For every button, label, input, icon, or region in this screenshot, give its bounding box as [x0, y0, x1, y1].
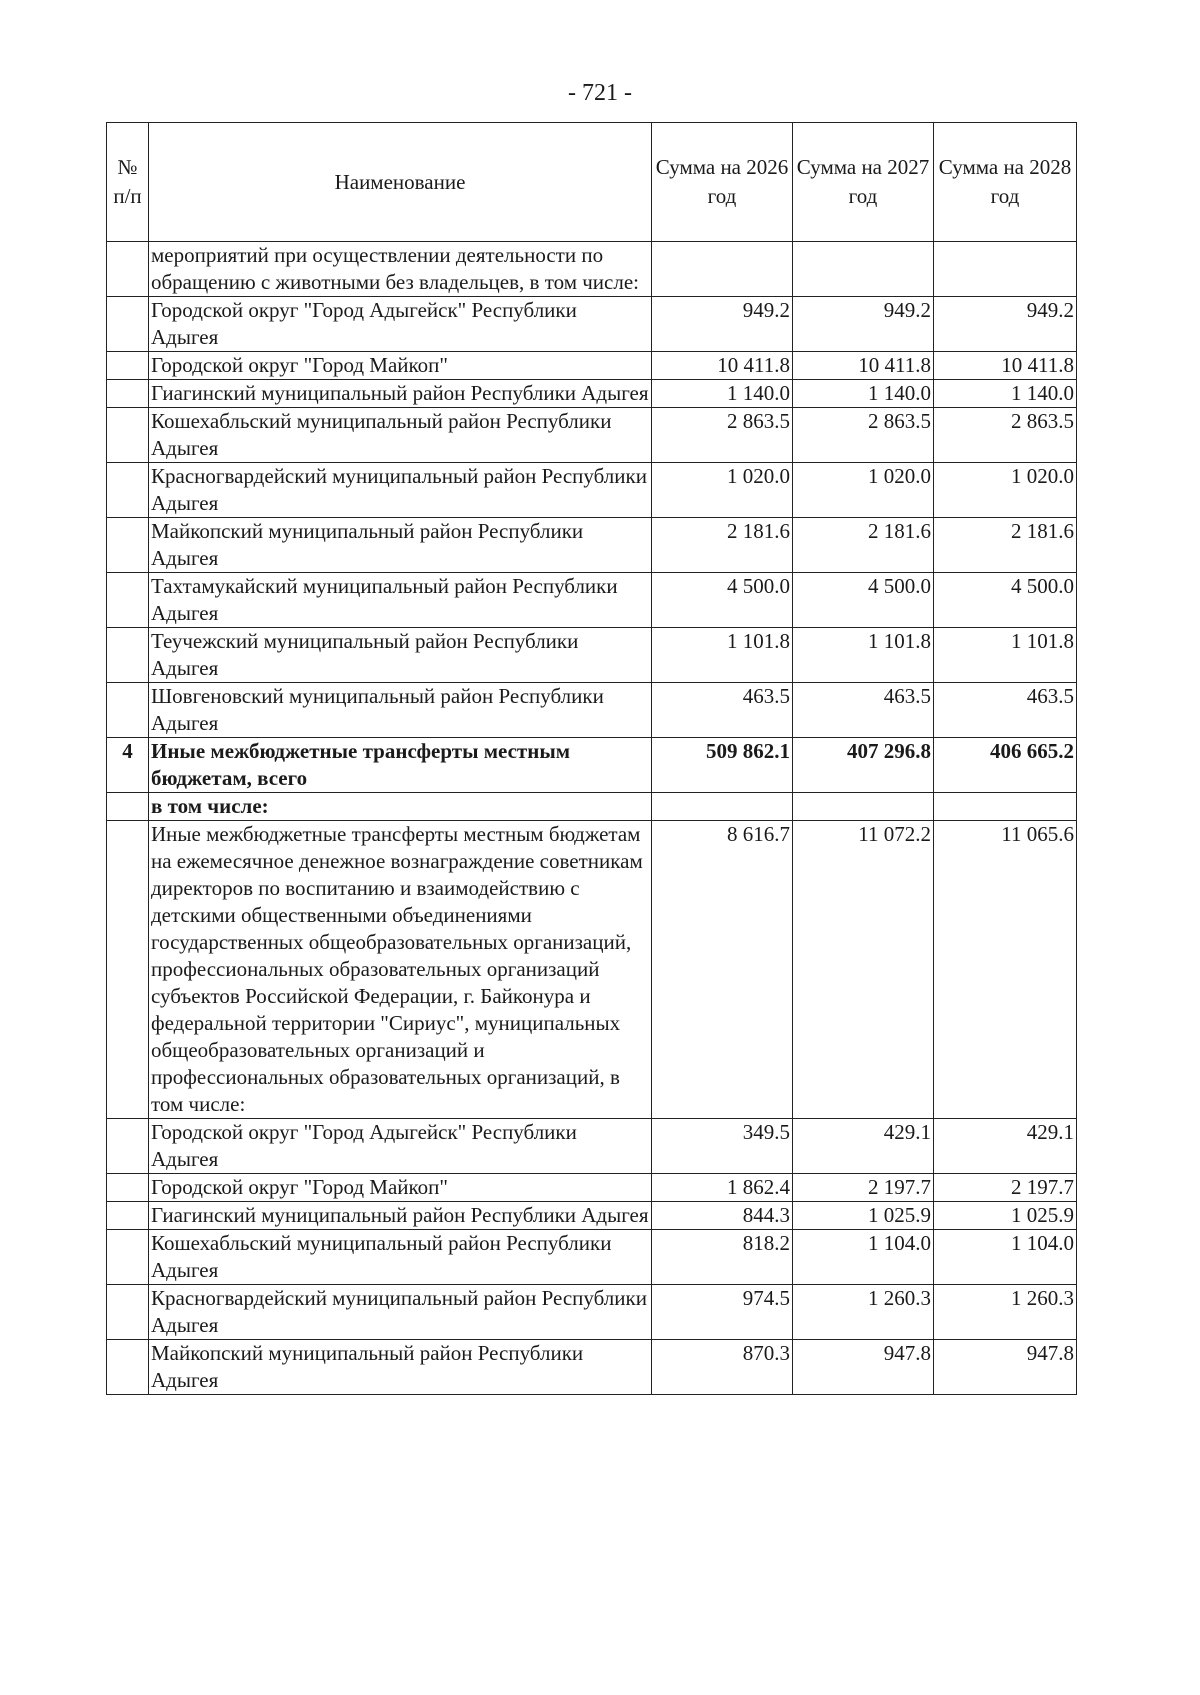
row-number-cell	[107, 518, 149, 573]
table-row	[107, 573, 1077, 628]
row-name-cell: Кошехабльский муниципальный район Республики Адыгея	[149, 408, 652, 463]
row-name-cell: Майкопский муниципальный район Республики Адыгея	[149, 1340, 652, 1395]
row-name-cell: Красногвардейский муниципальный район Республики Адыгея	[149, 463, 652, 518]
budget-table	[106, 122, 1077, 1395]
sum-2028-cell: 463.5	[934, 683, 1077, 738]
sum-2028-cell: 1 101.8	[934, 628, 1077, 683]
table-header-row	[107, 123, 1077, 242]
sum-2028-cell	[934, 242, 1077, 297]
table-row	[107, 463, 1077, 518]
row-number-cell	[107, 242, 149, 297]
row-name-cell: Майкопский муниципальный район Республики Адыгея	[149, 518, 652, 573]
sum-2026-cell: 974.5	[652, 1285, 793, 1340]
row-number-cell	[107, 628, 149, 683]
sum-2027-cell: 2 863.5	[793, 408, 934, 463]
sum-2027-cell: 949.2	[793, 297, 934, 352]
table-row	[107, 352, 1077, 380]
sum-2026-cell	[652, 793, 793, 821]
sum-2026-cell: 10 411.8	[652, 352, 793, 380]
row-number-cell	[107, 297, 149, 352]
table-row	[107, 628, 1077, 683]
sum-2027-cell: 407 296.8	[793, 738, 934, 793]
table-row	[107, 821, 1077, 1119]
row-name-cell: Шовгеновский муниципальный район Республики Адыгея	[149, 683, 652, 738]
sum-2026-cell: 8 616.7	[652, 821, 793, 1119]
table-row	[107, 242, 1077, 297]
row-name-cell: Гиагинский муниципальный район Республики Адыгея	[149, 1202, 652, 1230]
row-name-cell: Иные межбюджетные трансферты местным бюджетам, всего	[149, 738, 652, 793]
row-number-cell: 4	[107, 738, 149, 793]
sum-2027-cell: 1 020.0	[793, 463, 934, 518]
sum-2028-cell: 2 197.7	[934, 1174, 1077, 1202]
sum-2027-cell: 11 072.2	[793, 821, 934, 1119]
row-name-cell: Тахтамукайский муниципальный район Республики Адыгея	[149, 573, 652, 628]
sum-2027-cell: 2 197.7	[793, 1174, 934, 1202]
column-header-sum-2027: Сумма на 2027 год	[793, 123, 934, 242]
sum-2028-cell: 406 665.2	[934, 738, 1077, 793]
row-name-cell: Городской округ "Город Майкоп"	[149, 352, 652, 380]
sum-2027-cell: 1 025.9	[793, 1202, 934, 1230]
sum-2027-cell: 463.5	[793, 683, 934, 738]
sum-2028-cell: 1 020.0	[934, 463, 1077, 518]
row-number-cell	[107, 463, 149, 518]
table-row	[107, 738, 1077, 793]
row-number-cell	[107, 1202, 149, 1230]
row-number-cell	[107, 1340, 149, 1395]
row-name-cell: Красногвардейский муниципальный район Республики Адыгея	[149, 1285, 652, 1340]
sum-2026-cell: 349.5	[652, 1119, 793, 1174]
sum-2026-cell: 949.2	[652, 297, 793, 352]
table-row	[107, 408, 1077, 463]
row-number-cell	[107, 793, 149, 821]
sum-2026-cell: 844.3	[652, 1202, 793, 1230]
row-name-cell: Городской округ "Город Майкоп"	[149, 1174, 652, 1202]
page-number: - 721 -	[568, 80, 632, 106]
sum-2026-cell: 1 020.0	[652, 463, 793, 518]
sum-2026-cell: 818.2	[652, 1230, 793, 1285]
table-row	[107, 683, 1077, 738]
row-number-cell	[107, 573, 149, 628]
sum-2027-cell: 4 500.0	[793, 573, 934, 628]
sum-2026-cell	[652, 242, 793, 297]
sum-2028-cell: 949.2	[934, 297, 1077, 352]
row-number-cell	[107, 1285, 149, 1340]
table-row	[107, 1230, 1077, 1285]
row-number-cell	[107, 352, 149, 380]
sum-2027-cell	[793, 242, 934, 297]
table-row	[107, 1174, 1077, 1202]
sum-2026-cell: 4 500.0	[652, 573, 793, 628]
row-number-cell	[107, 408, 149, 463]
sum-2027-cell: 2 181.6	[793, 518, 934, 573]
sum-2028-cell: 947.8	[934, 1340, 1077, 1395]
sum-2028-cell: 2 863.5	[934, 408, 1077, 463]
row-number-cell	[107, 1174, 149, 1202]
sum-2027-cell: 429.1	[793, 1119, 934, 1174]
row-name-cell: Теучежский муниципальный район Республики Адыгея	[149, 628, 652, 683]
sum-2028-cell: 4 500.0	[934, 573, 1077, 628]
row-name-cell: Городской округ "Город Адыгейск" Республики Адыгея	[149, 1119, 652, 1174]
row-name-cell: мероприятий при осуществлении деятельности по обращению с животными без владельцев, в том числе:	[149, 242, 652, 297]
sum-2026-cell: 2 863.5	[652, 408, 793, 463]
table-row	[107, 297, 1077, 352]
sum-2026-cell: 509 862.1	[652, 738, 793, 793]
row-number-cell	[107, 380, 149, 408]
column-header-num: № п/п	[107, 123, 149, 242]
sum-2028-cell: 1 025.9	[934, 1202, 1077, 1230]
sum-2028-cell: 429.1	[934, 1119, 1077, 1174]
sum-2027-cell: 947.8	[793, 1340, 934, 1395]
table-row	[107, 1340, 1077, 1395]
sum-2027-cell	[793, 793, 934, 821]
sum-2026-cell: 1 101.8	[652, 628, 793, 683]
row-name-cell: Кошехабльский муниципальный район Республики Адыгея	[149, 1230, 652, 1285]
sum-2028-cell	[934, 793, 1077, 821]
row-name-cell: в том числе:	[149, 793, 652, 821]
row-number-cell	[107, 1230, 149, 1285]
sum-2026-cell: 870.3	[652, 1340, 793, 1395]
sum-2028-cell: 11 065.6	[934, 821, 1077, 1119]
sum-2028-cell: 1 104.0	[934, 1230, 1077, 1285]
sum-2027-cell: 1 101.8	[793, 628, 934, 683]
row-name-cell: Городской округ "Город Адыгейск" Республики Адыгея	[149, 297, 652, 352]
row-name-cell: Гиагинский муниципальный район Республики Адыгея	[149, 380, 652, 408]
sum-2026-cell: 1 140.0	[652, 380, 793, 408]
column-header-sum-2026: Сумма на 2026 год	[652, 123, 793, 242]
sum-2028-cell: 2 181.6	[934, 518, 1077, 573]
sum-2028-cell: 1 260.3	[934, 1285, 1077, 1340]
row-name-cell: Иные межбюджетные трансферты местным бюджетам на ежемесячное денежное вознаграждение советникам директоров по воспитанию и взаимодействию с детскими общественными объединениями государственных общеобразовательных организаций, профессиональных образовательных организаций субъектов Российской Федерации, г. Байконура и федеральной территории "Сириус", муниципальных общеобразовательных организаций и профессиональных образовательных организаций, в том числе:	[149, 821, 652, 1119]
sum-2028-cell: 1 140.0	[934, 380, 1077, 408]
table-row	[107, 518, 1077, 573]
sum-2027-cell: 1 104.0	[793, 1230, 934, 1285]
table-row	[107, 793, 1077, 821]
row-number-cell	[107, 1119, 149, 1174]
row-number-cell	[107, 821, 149, 1119]
sum-2027-cell: 10 411.8	[793, 352, 934, 380]
row-number-cell	[107, 683, 149, 738]
table-row	[107, 1202, 1077, 1230]
column-header-sum-2028: Сумма на 2028 год	[934, 123, 1077, 242]
table-body	[107, 242, 1077, 1395]
table-row	[107, 380, 1077, 408]
table-row	[107, 1285, 1077, 1340]
sum-2026-cell: 2 181.6	[652, 518, 793, 573]
sum-2026-cell: 1 862.4	[652, 1174, 793, 1202]
table-row	[107, 1119, 1077, 1174]
sum-2027-cell: 1 260.3	[793, 1285, 934, 1340]
sum-2027-cell: 1 140.0	[793, 380, 934, 408]
sum-2028-cell: 10 411.8	[934, 352, 1077, 380]
sum-2026-cell: 463.5	[652, 683, 793, 738]
column-header-name: Наименование	[149, 123, 652, 242]
